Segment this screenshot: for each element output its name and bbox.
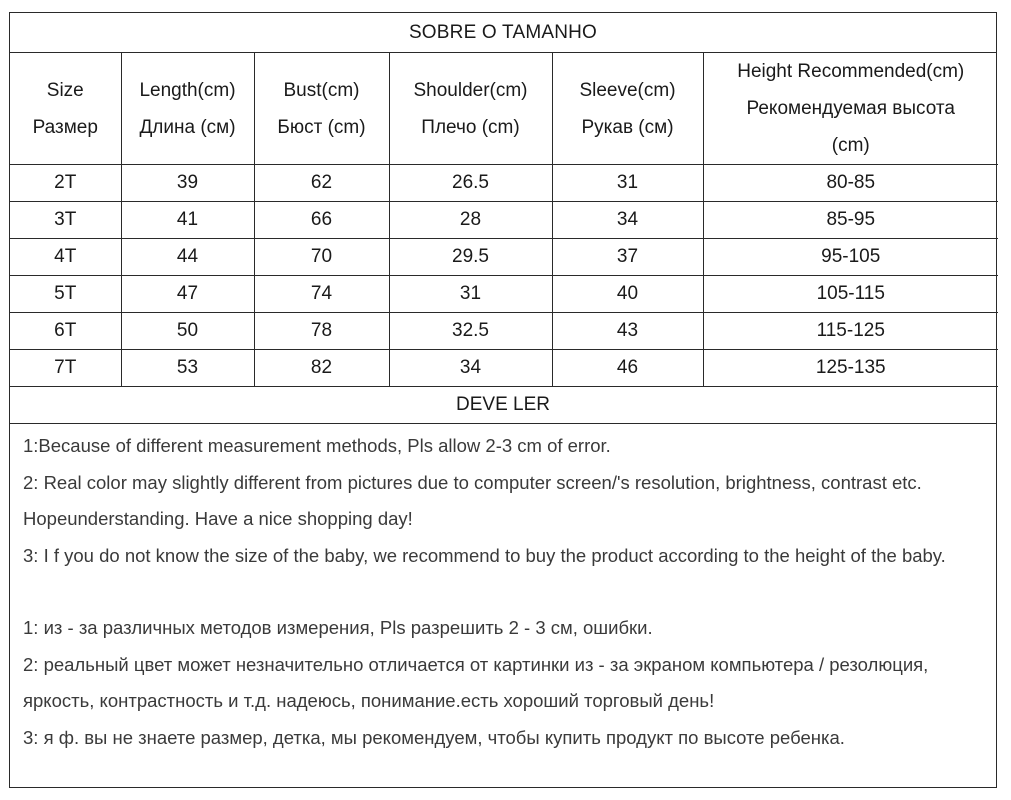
header-label-ru: Длина (см) [139,116,236,138]
cell-length: 47 [121,276,254,313]
column-header-height [703,53,998,165]
column-header-bust [254,53,389,165]
note-en-1: 1:Because of different measurement methods, Pls allow 2-3 cm of error. [23,435,611,456]
cell-size: 6T [10,313,121,350]
header-label-en: Size [46,79,84,101]
table-row [10,239,998,276]
column-header-sleeve [552,53,703,165]
note-en-2: 2: Real color may slightly different from pictures due to computer screen/'s resolution, brightness, contrast etc. Hopeunderstanding. Have a nice shopping day! [23,471,922,529]
cell-size: 5T [10,276,121,313]
header-label-en: Bust(cm) [283,79,360,101]
column-header-length [121,53,254,165]
cell-height: 85-95 [703,202,998,239]
cell-height: 115-125 [703,313,998,350]
header-label-ru: Рукав (см) [581,116,674,138]
cell-height: 95-105 [703,239,998,276]
table-row [10,276,998,313]
size-chart [9,12,997,788]
note-en-3: 3: I f you do not know the size of the baby, we recommend to buy the product according to the height of the baby. [23,544,946,566]
note-ru-3: 3: я ф. вы не знаете размер, детка, мы рекомендуем, чтобы купить продукт по высоте ребенка. [23,726,845,748]
table-row [10,165,998,202]
header-label-en: Shoulder(cm) [413,79,528,101]
table-row [10,313,998,350]
table-row [10,350,998,387]
header-label-en: Height Recommended(cm) [737,61,965,82]
header-label-ru: Рекомендуемая высота [746,98,955,119]
cell-length: 50 [121,313,254,350]
header-label-en: Length(cm) [139,79,236,101]
cell-size: 3T [10,202,121,239]
cell-size: 2T [10,165,121,202]
cell-bust: 70 [254,239,389,276]
header-label-ru: Размер [32,116,98,138]
cell-shoulder: 28 [389,202,552,239]
cell-height: 105-115 [703,276,998,313]
cell-shoulder: 32.5 [389,313,552,350]
cell-shoulder: 29.5 [389,239,552,276]
notes-spacer [23,574,996,610]
note-ru-2: 2: реальный цвет может незначительно отличается от картинки из - за экраном компьютера / резолюция, яркость, контрастность и т.д. надеюсь, понимание.есть хороший торговый день! [23,653,929,711]
cell-bust: 82 [254,350,389,387]
note-ru-1: 1: из - за различных методов измерения, Pls разрешить 2 - 3 см, ошибки. [23,617,653,638]
cell-size: 7T [10,350,121,387]
column-header-shoulder [389,53,552,165]
cell-shoulder: 34 [389,350,552,387]
column-header-size [10,53,121,165]
chart-title: SOBRE O TAMANHO [10,13,996,53]
table-row [10,202,998,239]
cell-bust: 78 [254,313,389,350]
cell-sleeve: 40 [552,276,703,313]
cell-sleeve: 31 [552,165,703,202]
cell-height: 80-85 [703,165,998,202]
cell-bust: 62 [254,165,389,202]
header-label-ru: Плечо (cm) [421,116,520,138]
cell-shoulder: 26.5 [389,165,552,202]
header-label-en: Sleeve(cm) [579,79,676,101]
cell-bust: 74 [254,276,389,313]
cell-size: 4T [10,239,121,276]
cell-length: 44 [121,239,254,276]
cell-sleeve: 34 [552,202,703,239]
cell-length: 53 [121,350,254,387]
cell-sleeve: 37 [552,239,703,276]
cell-sleeve: 46 [552,350,703,387]
cell-sleeve: 43 [552,313,703,350]
notes-block [10,424,996,756]
size-table [10,53,998,387]
table-header-row [10,53,998,165]
section-heading-must-read: DEVE LER [10,387,996,424]
cell-length: 39 [121,165,254,202]
cell-height: 125-135 [703,350,998,387]
header-label-ru: Бюст (cm) [277,116,366,138]
cell-bust: 66 [254,202,389,239]
cell-length: 41 [121,202,254,239]
cell-shoulder: 31 [389,276,552,313]
header-label-unit: (cm) [831,135,870,156]
